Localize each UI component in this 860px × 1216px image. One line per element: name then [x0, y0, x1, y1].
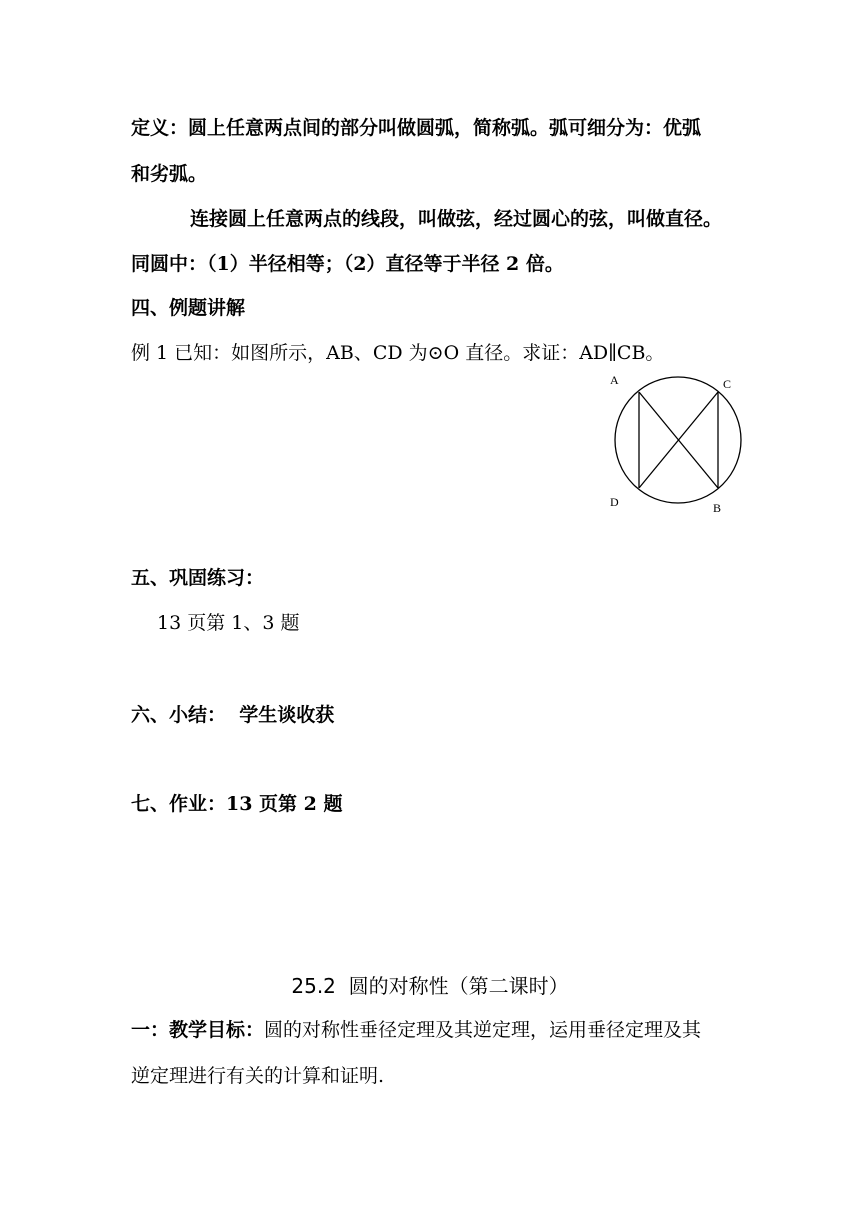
label-a: A: [610, 373, 619, 387]
objective-text-1: 圆的对称性垂径定理及其逆定理，运用垂径定理及其: [264, 1019, 702, 1041]
same-circle-properties: 同圆中：（1）半径相等；（2）直径等于半径 2 倍。: [131, 253, 564, 275]
definition-line-2: 和劣弧。: [131, 163, 208, 185]
section-5-heading: 五、巩固练习：: [131, 567, 265, 589]
label-c: C: [723, 377, 732, 391]
definition-line-1: 定义：圆上任意两点间的部分叫做圆弧，简称弧。弧可细分为：优弧: [131, 117, 702, 139]
practice-text: 13 页第 1、3 题: [157, 612, 300, 634]
objective-label: 一：教学目标：: [131, 1019, 265, 1041]
label-d: D: [610, 495, 619, 509]
section-4-heading: 四、例题讲解: [131, 297, 246, 319]
section-7-heading: 七、作业：13 页第 2 题: [131, 793, 343, 815]
circle-figure: [605, 370, 755, 520]
chord-definition: 连接圆上任意两点的线段，叫做弦，经过圆心的弦，叫做直径。: [190, 208, 723, 230]
lesson-title: 25.2 圆的对称性（第二课时）: [291, 974, 569, 998]
objective-line-1: [131, 1017, 701, 1043]
label-b: B: [713, 501, 722, 515]
section-6-heading: 六、小结： 学生谈收获: [131, 704, 335, 726]
example-1: 例 1 已知：如图所示，AB、CD 为⊙O 直径。求证：AD∥CB。: [131, 342, 665, 364]
objective-line-2: 逆定理进行有关的计算和证明.: [131, 1065, 385, 1087]
